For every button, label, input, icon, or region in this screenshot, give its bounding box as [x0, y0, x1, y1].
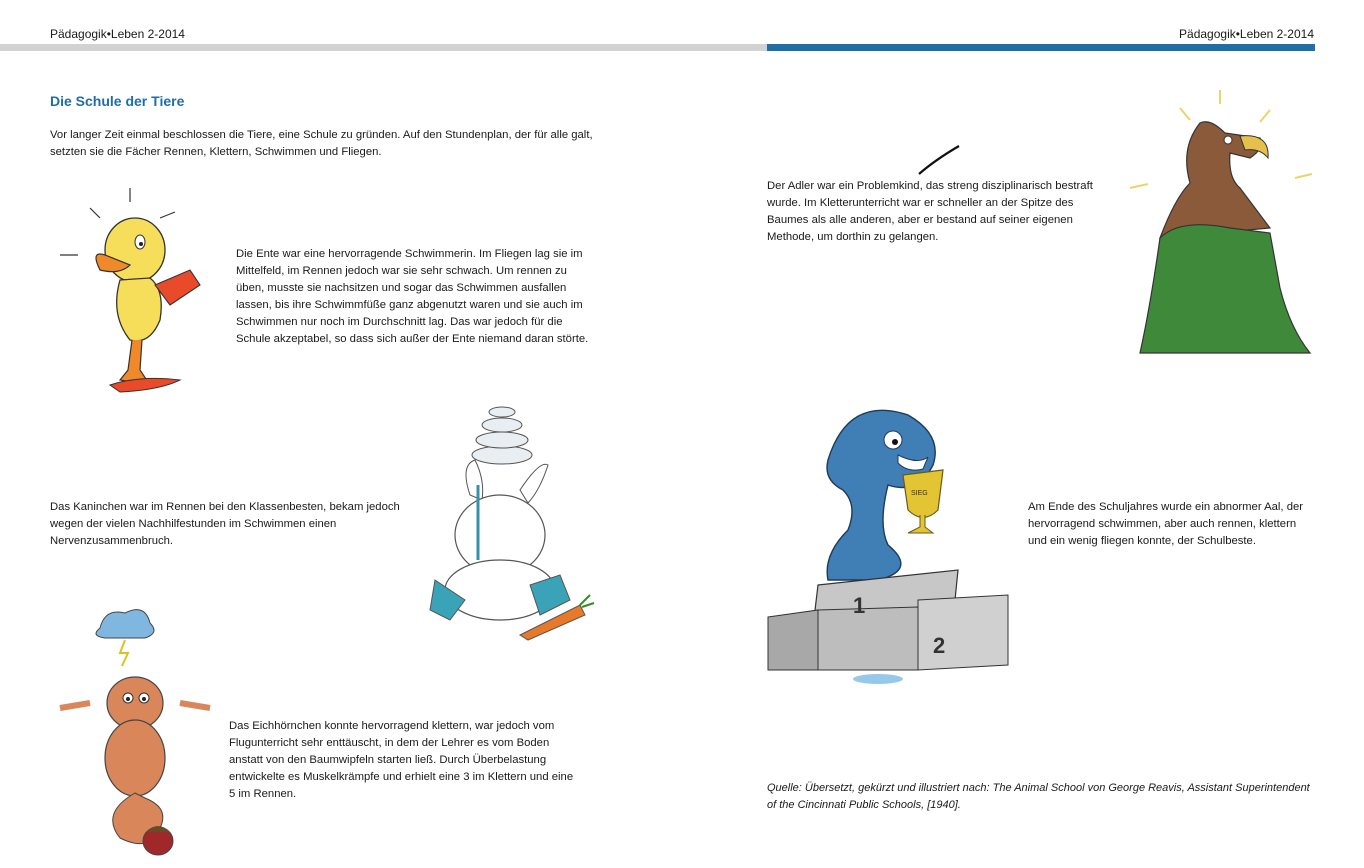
running-header-left: Pädagogik•Leben 2-2014 — [50, 27, 185, 41]
rabbit-illustration — [410, 385, 595, 645]
source-citation: Quelle: Übersetzt, gekürzt und illustriert nach: The Animal School von George Reavis, Assistant Superintendent of the Cincinnati Public Schools, [1940]. — [767, 782, 1310, 811]
eel-paragraph: Am Ende des Schuljahres wurde ein abnormer Aal, der hervorragend schwimmen, aber auch rennen, klettern und ein wenig fliegen konnte, der Schulbeste. — [1028, 501, 1304, 547]
eagle-paragraph: Der Adler war ein Problemkind, das streng disziplinarisch bestraft wurde. Im Kletterunterricht war er schneller an der Spitze des Baumes als alle anderen, aber er bestand auf seiner eigenen Methode, um dorthin zu gelangen. — [767, 180, 1093, 243]
eagle-illustration — [1120, 88, 1315, 358]
pen-stroke-mark — [915, 142, 965, 178]
running-header-right: Pädagogik•Leben 2-2014 — [1179, 27, 1314, 41]
article-title: Die Schule der Tiere — [50, 93, 185, 109]
duck-illustration — [50, 180, 210, 395]
eel-illustration — [768, 395, 1018, 687]
squirrel-illustration — [50, 598, 220, 860]
header-rule-right — [767, 44, 1315, 51]
squirrel-paragraph: Das Eichhörnchen konnte hervorragend klettern, war jedoch vom Flugunterricht sehr enttäuscht, in dem der Lehrer es vom Boden anstatt von den Baumwipfeln starten ließ. Durch Überbelastung entwickelte es Muskelkrämpfe und erhielt eine 3 im Klettern und eine 5 im Rennen. — [229, 720, 574, 800]
rabbit-paragraph: Das Kaninchen war im Rennen bei den Klassenbesten, bekam jedoch wegen der vielen Nachhilfestunden im Schwimmen einen Nervenzusammenbruch. — [50, 501, 400, 547]
duck-paragraph: Die Ente war eine hervorragende Schwimmerin. Im Fliegen lag sie im Mittelfeld, im Rennen jedoch war sie sehr schwach. Um rennen zu üben, musste sie nachsitzen und sogar das Schwimmen ausfallen lassen, bis ihre Schwimmfüße ganz abgenutzt waren und sie auch im Schwimmen nur noch im Durchschnitt lag. Das war jedoch für die Schule akzeptabel, so dass sich außer der Ente niemand daran störte. — [236, 248, 589, 345]
header-rule-left — [0, 44, 767, 51]
podium-first-number: 1 — [853, 593, 866, 618]
trophy-text: SIEG — [911, 490, 928, 497]
intro-paragraph: Vor langer Zeit einmal beschlossen die Tiere, eine Schule zu gründen. Auf den Stundenplan, der für alle galt, setzten sie die Fächer Rennen, Klettern, Schwimmen und Fliegen. — [50, 129, 593, 158]
podium-second-number: 2 — [933, 633, 946, 658]
